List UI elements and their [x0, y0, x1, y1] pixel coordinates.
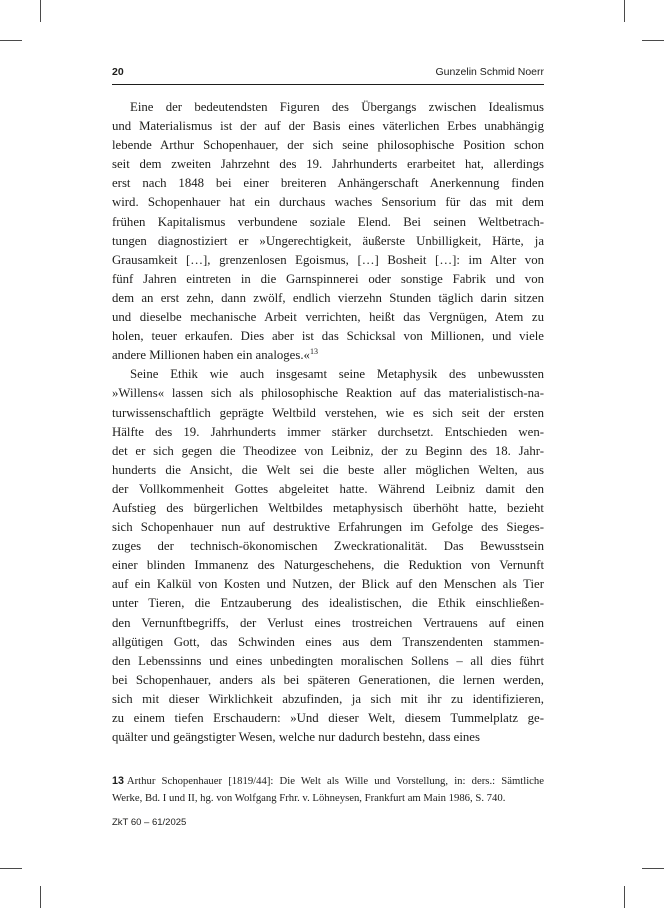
- crop-mark: [40, 886, 41, 908]
- footnote-text: Arthur Schopenhauer [1819/44]: Die Welt als Wille und Vorstellung, in: ders.: Sämtliche: [126, 775, 544, 787]
- footnote-line-1: [112, 773, 544, 790]
- header-rule: [112, 84, 544, 85]
- text-line: den Lebenssinns und eines unbedingten moralischen Sollens – all dies führt: [112, 653, 544, 668]
- crop-mark: [642, 868, 664, 869]
- text-line: erst nach 1848 bei einer breiteren Anhängerschaft Anerkennung finden: [112, 176, 544, 191]
- running-head: Gunzelin Schmid Noerr: [435, 66, 544, 78]
- text-line: quälter und geängstigter Wesen, welche nur dadurch bestehn, dass eines: [112, 730, 480, 745]
- text-line: der Vollkommenheit Gottes abgeleitet hatte. Während Leibniz damit den: [112, 481, 544, 496]
- text-line: Hälfte des 19. Jahrhunderts immer stärker durchsetzt. Entschieden wen-: [112, 424, 544, 439]
- text-line: seit dem zweiten Jahrzehnt des 19. Jahrhunderts erarbeitet hat, allerdings: [112, 157, 544, 172]
- crop-mark: [624, 886, 625, 908]
- journal-footer: ZkT 60 – 61/2025: [112, 817, 187, 828]
- text-line: Grausamkeit […], grenzenlosen Egoismus, […] Bosheit […]: im Alter von: [112, 252, 544, 267]
- crop-mark: [40, 0, 41, 22]
- text-line: »Willens« lassen sich als philosophische Reaktion auf das materialistisch-na-: [112, 386, 544, 401]
- crop-mark: [0, 40, 22, 41]
- text-line: zuges der technisch-ökonomischen Zweckrationalität. Das Bewusstsein: [112, 539, 544, 554]
- text-line: det er sich gegen die Theodizee von Leibniz, der zu Beginn des 18. Jahr-: [112, 443, 544, 458]
- text-line: Seine Ethik wie auch insgesamt seine Metaphysik des unbewussten: [130, 367, 544, 382]
- text-line: andere Millionen haben ein analoges.«$^{13}$: [112, 347, 318, 363]
- footnote-line-2: Werke, Bd. I und II, hg. von Wolfgang Frhr. v. Löhneysen, Frankfurt am Main 1986, S. 740.: [112, 792, 506, 804]
- text-line: hunderts die Ansicht, die Welt sei die beste aller möglichen Welten, aus: [112, 462, 544, 477]
- text-line: fünf Jahren eintreten in die Garnspinnerei oder sonstige Fabrik und von: [112, 271, 544, 286]
- crop-mark: [642, 40, 664, 41]
- footnote-number: 13: [112, 775, 124, 787]
- text-line: sich mit dieser Wirklichkeit abzufinden, ja sich mit ihr zu identifizieren,: [112, 691, 544, 706]
- text-line: allgütigen Gott, das Schwinden eines aus dem Transzendenten stammen-: [112, 634, 544, 649]
- text-line: turwissenschaftlich geprägte Weltbild verstehen, wie es sich seit der ersten: [112, 405, 544, 420]
- text-line: zu einem tiefen Erschaudern: »Und dieser Welt, diesem Tummelplatz ge-: [112, 711, 544, 725]
- paragraph-1: [112, 98, 544, 365]
- page-header: [112, 66, 544, 88]
- text-line: Eine der bedeutendsten Figuren des Übergangs zwischen Idealismus: [130, 100, 544, 114]
- text-line: tungen diagnostiziert er »Ungerechtigkeit, äußerste Unbilligkeit, Härte, ja: [112, 233, 544, 248]
- page-number: 20: [112, 66, 124, 78]
- text-line: und Materialismus ist der auf der Basis eines väterlichen Erbes unabhängig: [112, 119, 544, 134]
- text-line: holen, teuer erkaufen. Dies aber ist das Schicksal von Millionen, und viele: [112, 329, 544, 344]
- crop-mark: [0, 868, 22, 869]
- text-line: auf ein Kalkül von Kosten und Nutzen, der Blick auf den Menschen als Tier: [112, 577, 544, 592]
- footnote-reference: 13: [309, 347, 318, 357]
- text-line: bei Schopenhauer, anders als bei späteren Generationen, die lernen werden,: [112, 672, 544, 687]
- text-line: den Vernunftbegriffs, der Verlust eines trostreichen Vertrauens auf einen: [112, 615, 544, 630]
- crop-mark: [624, 0, 625, 22]
- text-line: Aufstieg des bürgerlichen Weltbildes metaphysisch überhöht hatte, bezieht: [112, 500, 544, 515]
- text-line: dem an erst zehn, dann zwölf, endlich vierzehn Stunden täglich darin sitzen: [112, 290, 544, 305]
- footnote: [112, 773, 544, 807]
- text-line: wird. Schopenhauer hat ein durchaus waches Sensorium für das mit dem: [112, 195, 544, 210]
- paragraph-2: [112, 365, 544, 747]
- text-line: lebende Arthur Schopenhauer, der sich seine philosophische Position schon: [112, 138, 544, 153]
- body-text: [112, 98, 544, 747]
- text-line: unter Tieren, die Entzauberung des idealistischen, die Ethik einschließen-: [112, 596, 544, 611]
- text-line: frühen Kapitalismus verbundene soziale Elend. Bei seinen Weltbetrach-: [112, 214, 544, 229]
- text-line: sich Schopenhauer nun auf destruktive Erfahrungen im Gefolge des Sieges-: [112, 520, 544, 535]
- text-line: einer blinden Immanenz des Naturgeschehens, die Reduktion von Vernunft: [112, 558, 544, 573]
- text-line: und dieselbe mechanische Arbeit verrichten, heißt das Vergnügen, Atem zu: [112, 310, 544, 325]
